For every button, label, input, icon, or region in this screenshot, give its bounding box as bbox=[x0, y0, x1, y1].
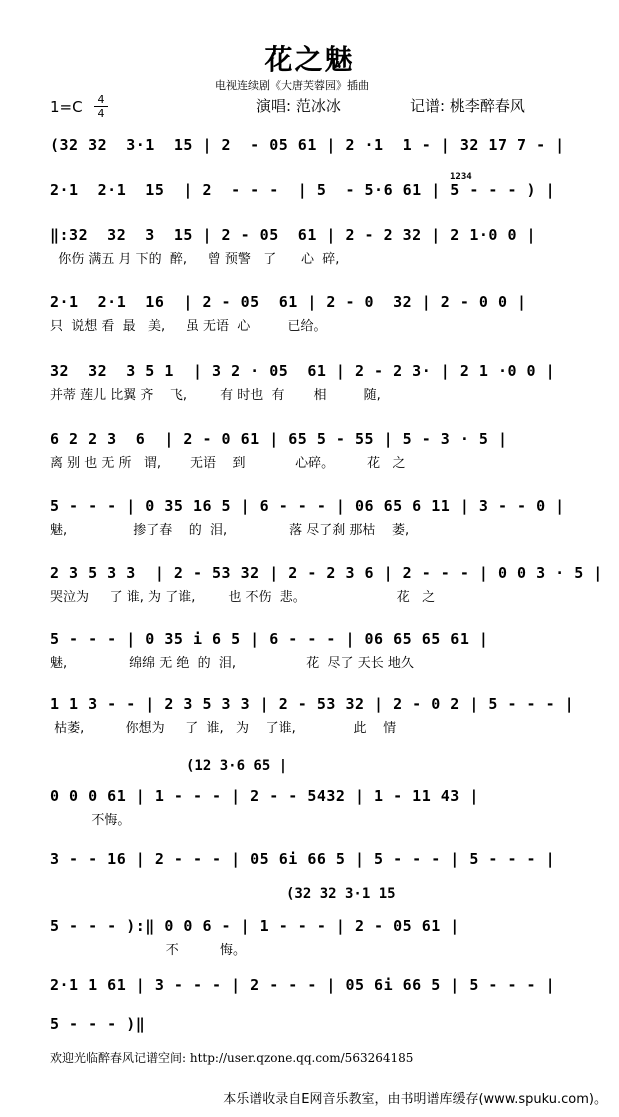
upper-annotation: (32 32 3·1 15 bbox=[286, 886, 396, 902]
time-top: 4 bbox=[97, 93, 105, 106]
lyrics-line: 你伤 满五 月 下的 醉, 曾 预警 了 心 碎, bbox=[50, 252, 340, 267]
footer-link-text: 欢迎光临醉春风记谱空间: http://user.qzone.qq.com/563264185 bbox=[50, 1051, 414, 1065]
song-title: 花之魅 bbox=[264, 43, 355, 76]
notation-line: ‖:32 32 3 15 | 2 - 05 61 | 2 - 2 32 | 2 1·0 0 | bbox=[50, 226, 537, 244]
score-row bbox=[50, 226, 575, 270]
key-signature: 1=C bbox=[50, 98, 83, 116]
score-row bbox=[50, 136, 575, 180]
score-row bbox=[50, 293, 575, 337]
upper-annotation: (12 3·6 65 | bbox=[186, 758, 288, 774]
notation-line: 2·1 2·1 15 | 2 - - - | 5 - 5·6 61 | 5 - - - ) | bbox=[50, 181, 556, 199]
notation-line: 5 - - - | 0 35 16 5 | 6 - - - | 06 65 6 11 | 3 - - 0 | bbox=[50, 497, 565, 515]
notation-line: 6 2 2 3 6 | 2 - 0 61 | 65 5 - 55 | 5 - 3 · 5 | bbox=[50, 430, 508, 448]
notation-line: 1 1 3 - - | 2 3 5 3 3 | 2 - 53 32 | 2 - 0 2 | 5 - - - | bbox=[50, 695, 575, 713]
score-row bbox=[50, 362, 575, 406]
notation-line: (32 32 3·1 15 | 2 - 05 61 | 2 ·1 1 - | 32 17 7 - | bbox=[50, 136, 565, 154]
notation-line: 2·1 1 61 | 3 - - - | 2 - - - | 05 6i 66 5 | 5 - - - | bbox=[50, 976, 556, 994]
notation-line: 5 - - - | 0 35 i 6 5 | 6 - - - | 06 65 65 61 | bbox=[50, 630, 489, 648]
notation-line: 0 0 0 61 | 1 - - - | 2 - - 5432 | 1 - 11 43 | bbox=[50, 787, 479, 805]
lyrics-line: 不悔。 bbox=[50, 813, 131, 828]
score-row bbox=[50, 497, 575, 541]
score-row bbox=[50, 787, 575, 831]
time-signature bbox=[94, 94, 108, 119]
scribe-credit: 记谱: 桃李醉春风 bbox=[410, 97, 525, 115]
notation-line: 5 - - - )‖ bbox=[50, 1015, 146, 1033]
notation-line: 3 - - 16 | 2 - - - | 05 6i 66 5 | 5 - - - | 5 - - - | bbox=[50, 850, 556, 868]
score-row bbox=[50, 564, 603, 608]
singer-credit: 演唱: 范冰冰 bbox=[256, 97, 341, 115]
score-row bbox=[50, 630, 575, 674]
lyrics-line: 魅, 掺了春 的 泪, 落 尽了刹 那枯 萎, bbox=[50, 523, 410, 538]
score-row bbox=[50, 695, 575, 739]
lyrics-line: 哭泣为 了 谁, 为 了谁, 也 不伤 悲。 花 之 bbox=[50, 590, 436, 605]
score-row bbox=[50, 850, 575, 894]
score-row bbox=[50, 430, 575, 474]
lyrics-line: 并蒂 莲儿 比翼 齐 飞, 有 时也 有 相 随, bbox=[50, 388, 381, 403]
score-row bbox=[50, 917, 575, 961]
score-row bbox=[50, 976, 575, 1020]
notation-line: 2·1 2·1 16 | 2 - 05 61 | 2 - 0 32 | 2 - 0 0 | bbox=[50, 293, 527, 311]
lyrics-line: 离 别 也 无 所 谓, 无语 到 心碎。 花 之 bbox=[50, 456, 406, 471]
notation-line: 32 32 3 5 1 | 3 2 · 05 61 | 2 - 2 3· | 2 1 ·0 0 | bbox=[50, 362, 556, 380]
lyrics-line: 不 悔。 bbox=[50, 943, 247, 958]
notation-line: 5 - - - ):‖ 0 0 6 - | 1 - - - | 2 - 05 61 | bbox=[50, 917, 460, 935]
footer-source-text: 本乐谱收录自E网音乐教室，由书明谱库缓存(www.spuku.com)。 bbox=[223, 1092, 607, 1107]
song-subtitle: 电视连续剧《大唐芙蓉园》插曲 bbox=[215, 79, 369, 92]
notation-line: 2 3 5 3 3 | 2 - 53 32 | 2 - 2 3 6 | 2 - - - | 0 0 3 · 5 | bbox=[50, 564, 603, 582]
time-bottom: 4 bbox=[97, 107, 105, 120]
upper-annotation: 1234 bbox=[450, 172, 472, 182]
lyrics-line: 只 说想 看 最 美, 虽 无语 心 已给。 bbox=[50, 319, 327, 334]
score-row bbox=[50, 181, 575, 225]
lyrics-line: 枯萎, 你想为 了 谁, 为 了谁, 此 情 bbox=[50, 721, 397, 736]
lyrics-line: 魅, 绵绵 无 绝 的 泪, 花 尽了 天长 地久 bbox=[50, 656, 414, 671]
